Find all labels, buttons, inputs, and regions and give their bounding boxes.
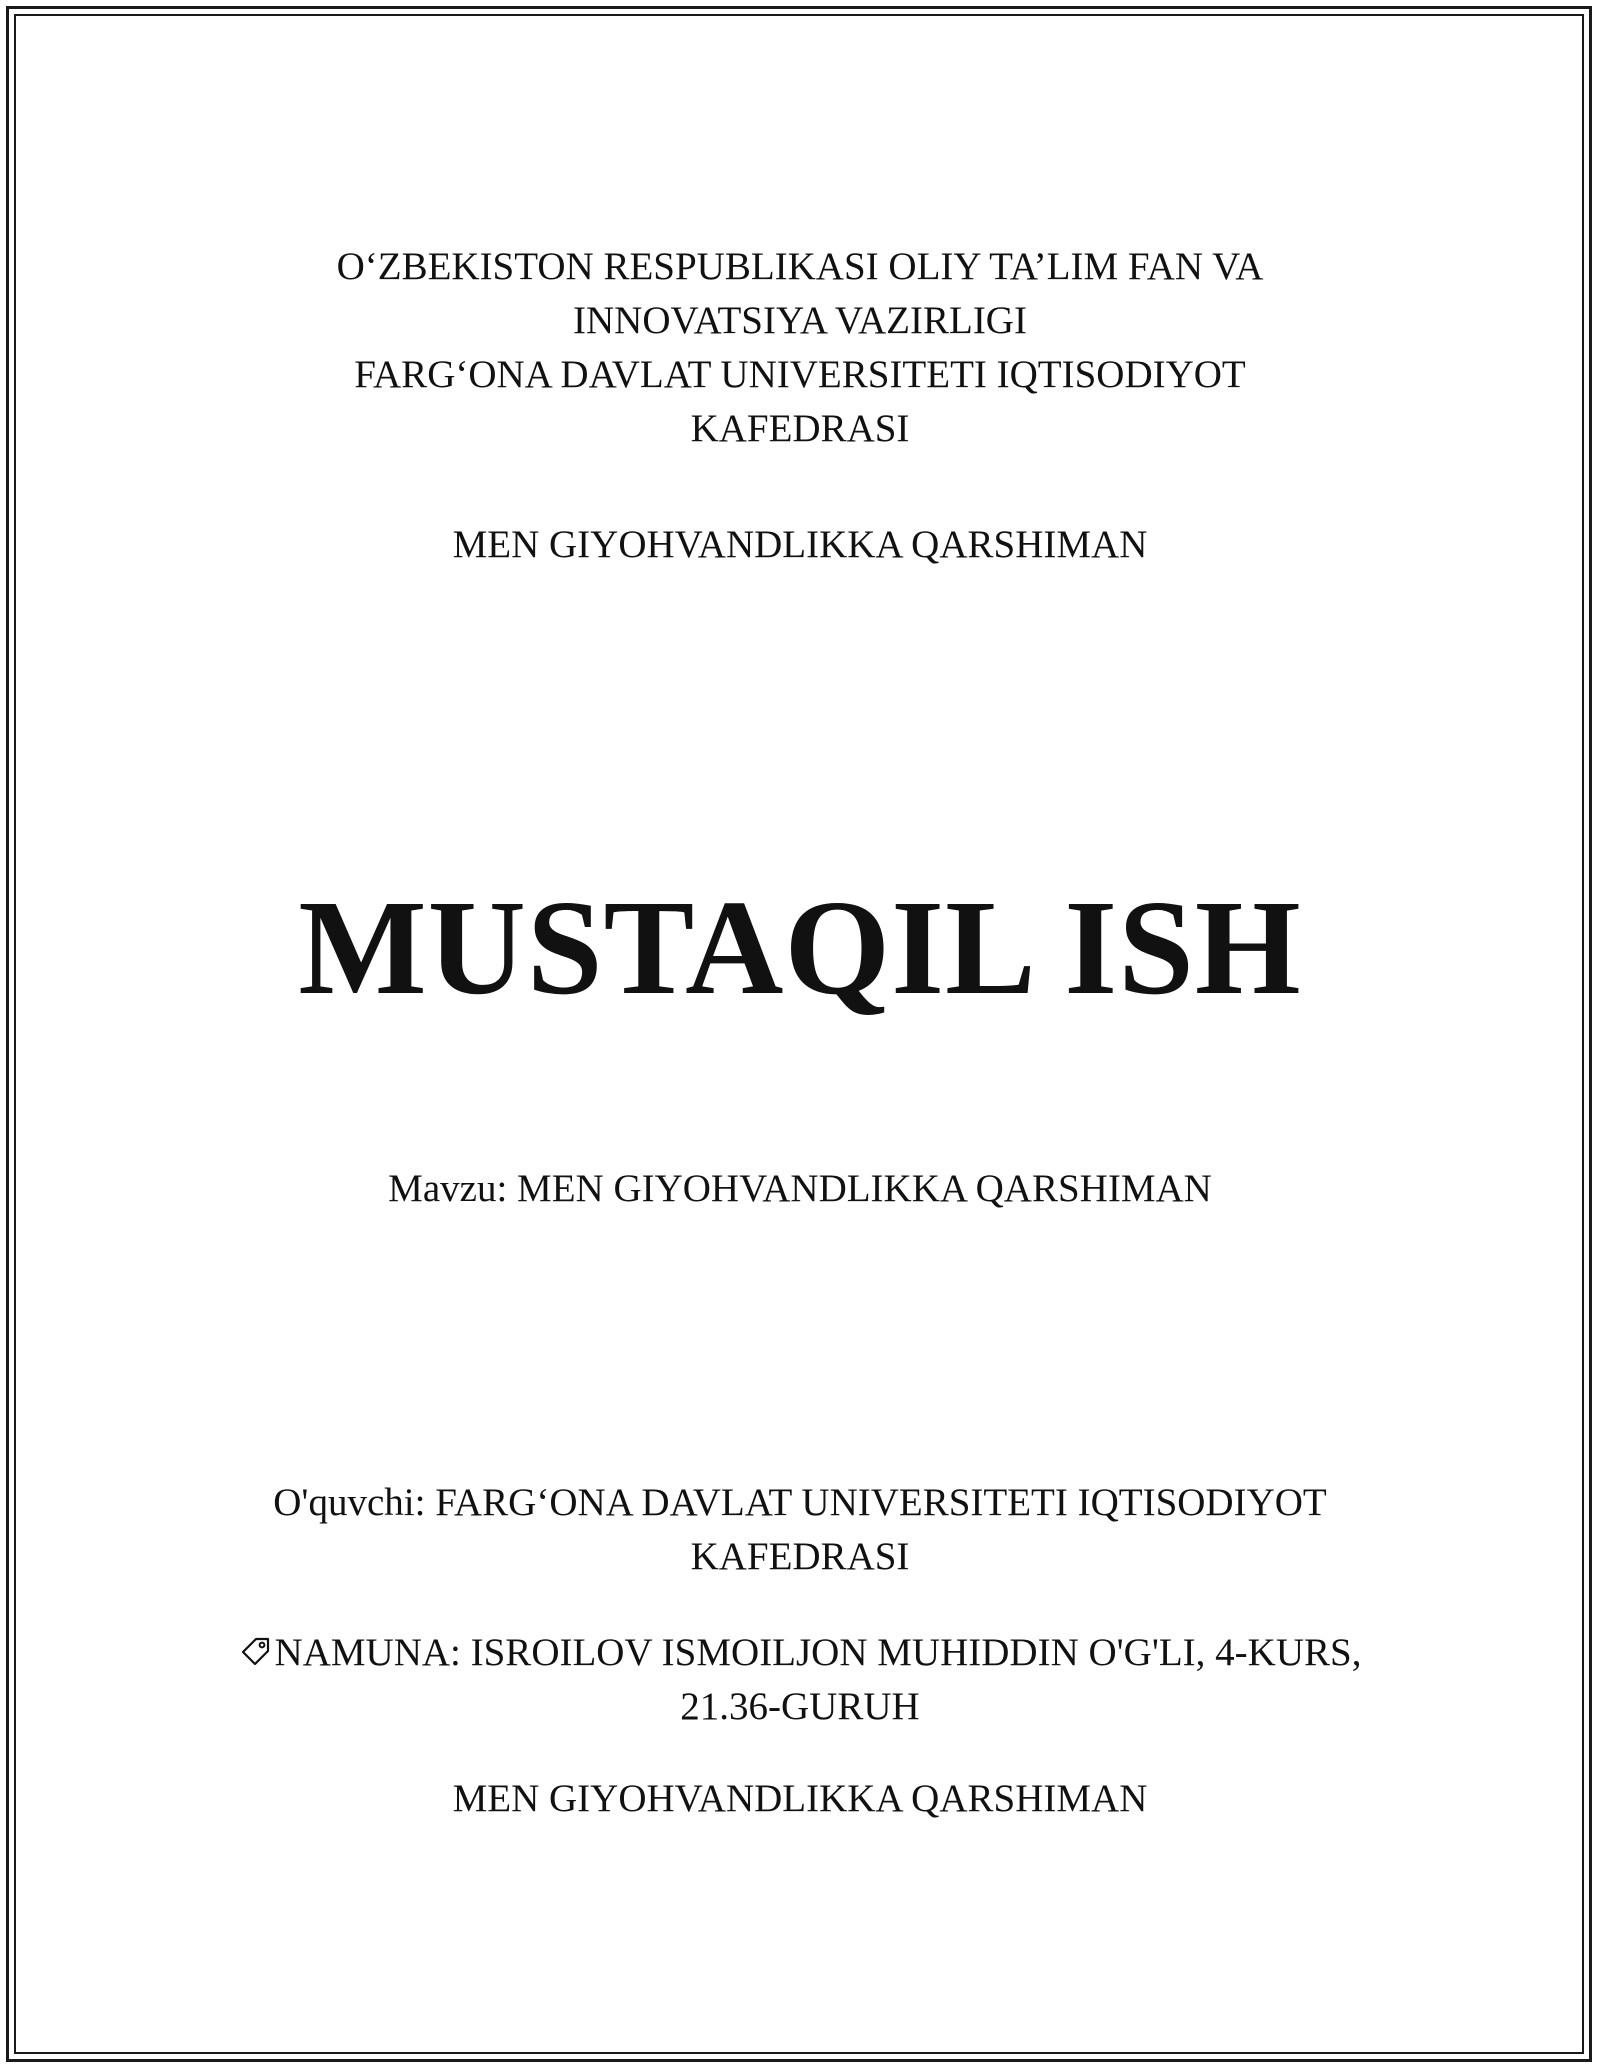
- page-title: MUSTAQIL ISH: [298, 873, 1302, 1023]
- subtitle-top: MEN GIYOHVANDLIKKA QARSHIMAN: [452, 523, 1148, 566]
- sample-line-1: NAMUNA: ISROILOV ISMOILJON MUHIDDIN O'G'LI, 4-KURS,: [274, 1631, 1362, 1674]
- topic-line: Mavzu: MEN GIYOHVANDLIKKA QARSHIMAN: [388, 1167, 1212, 1210]
- sample-info: [0, 1626, 1600, 1734]
- header-line-3: FARG‘ONA DAVLAT UNIVERSITETI IQTISODIYOT: [354, 353, 1246, 396]
- header-line-1: O‘ZBEKISTON RESPUBLIKASI OLIY TA’LIM FAN VA: [336, 245, 1264, 288]
- tag-icon: [239, 1630, 273, 1664]
- student-line-2: KAFEDRASI: [690, 1535, 910, 1578]
- closing-line: MEN GIYOHVANDLIKKA QARSHIMAN: [452, 1777, 1148, 1820]
- student-line-1: O'quvchi: FARG‘ONA DAVLAT UNIVERSITETI IQTISODIYOT: [273, 1481, 1327, 1524]
- institution-header: [0, 240, 1600, 456]
- header-line-4: KAFEDRASI: [690, 407, 910, 450]
- sample-line-2: 21.36-GURUH: [680, 1685, 920, 1728]
- student-info: [0, 1476, 1600, 1584]
- sample-line-1-row: [0, 1626, 1600, 1680]
- header-line-2: INNOVATSIYA VAZIRLIGI: [573, 299, 1027, 342]
